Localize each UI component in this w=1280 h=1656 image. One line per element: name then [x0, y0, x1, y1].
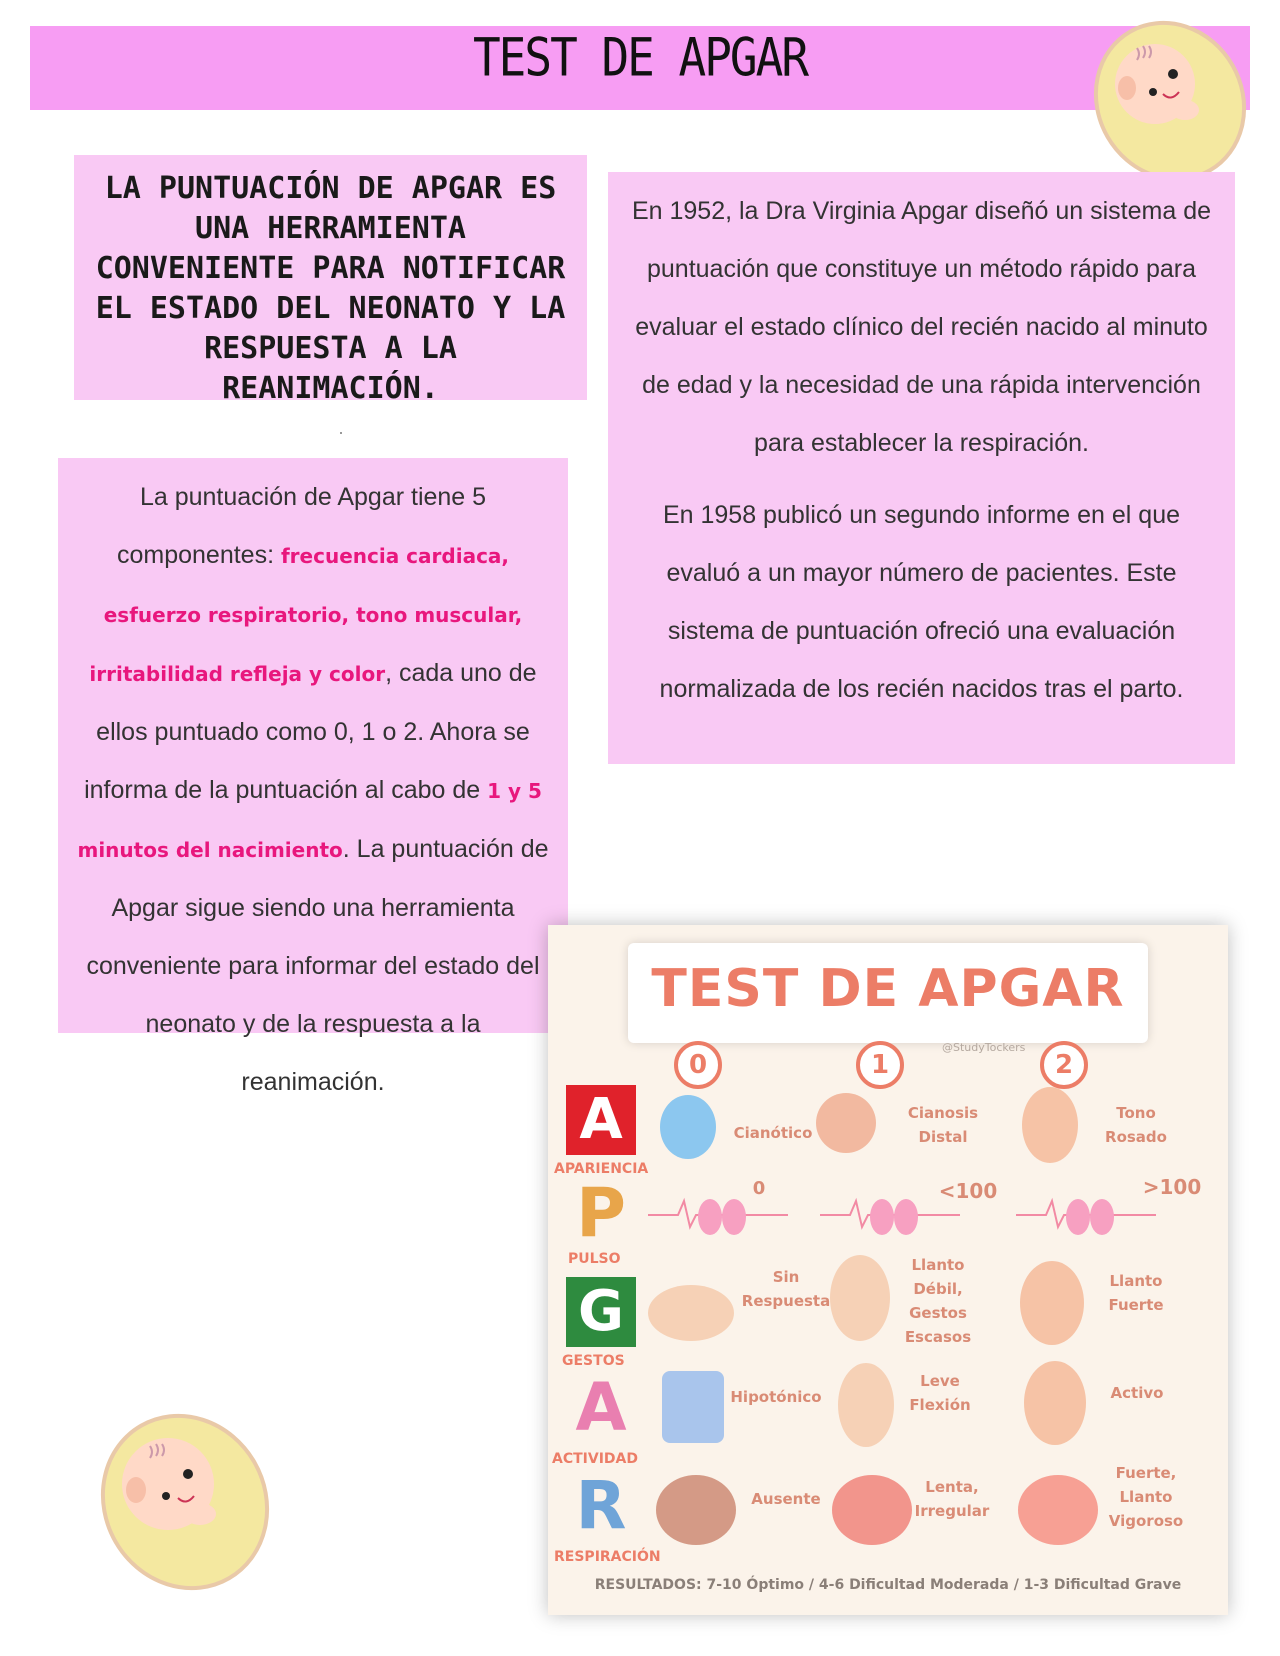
- timing-highlight: 1 y 5 minutos del nacimiento: [77, 779, 542, 862]
- gestos-0: Sin Respuesta: [741, 1268, 831, 1310]
- intro-text: LA PUNTUACIÓN DE APGAR ES UNA HERRAMIENTA CONVENIENTE PARA NOTIFICAR EL ESTADO DEL NEONATO Y LA RESPUESTA A LA REANIMACIÓN.: [95, 171, 566, 406]
- infographic-handle: @StudyTockers: [942, 1041, 1026, 1054]
- pulso-1: <100: [938, 1179, 998, 1203]
- letter-r-respiracion: R: [575, 1467, 627, 1544]
- page-title: TEST DE APGAR: [472, 25, 808, 89]
- baby-pink-icon: [1022, 1087, 1078, 1163]
- label-respiracion: RESPIRACIÓN: [554, 1549, 661, 1565]
- respiracion-2: Fuerte, Llanto Vigoroso: [1108, 1464, 1184, 1530]
- pulse-feet-icon-2: [1016, 1187, 1156, 1243]
- apariencia-2: Tono Rosado: [1105, 1104, 1167, 1146]
- components-lead: La puntuación de Apgar tiene 5 componentes:: [116, 483, 487, 569]
- score-0: 0: [674, 1041, 722, 1089]
- letter-a-apariencia: A: [566, 1085, 636, 1155]
- respiracion-0: Ausente: [751, 1490, 821, 1508]
- actividad-2: Activo: [1110, 1384, 1164, 1402]
- teddy-bear-icon: [660, 1095, 716, 1159]
- baby-crying-icon: [1020, 1261, 1084, 1345]
- components-highlight: frecuencia cardiaca, esfuerzo respiratorio, tono muscular, irritabilidad refleja y color: [89, 544, 523, 686]
- baby-flexion-icon: [838, 1363, 894, 1447]
- apariencia-1: Cianosis Distal: [907, 1104, 979, 1146]
- components-text: [72, 468, 554, 1111]
- lungs-happy-icon: [1018, 1475, 1098, 1545]
- components-box: [58, 458, 568, 1096]
- gestos-1: Llanto Débil, Gestos Escasos: [904, 1256, 972, 1346]
- lungs-sad-icon: [656, 1475, 736, 1545]
- apariencia-0: Cianótico: [733, 1124, 813, 1142]
- gestos-2: Llanto Fuerte: [1108, 1272, 1164, 1314]
- label-pulso: PULSO: [568, 1251, 621, 1267]
- baby-lying-icon: [648, 1285, 734, 1341]
- history-paragraph-2: En 1958 publicó un segundo informe en el que evaluó a un mayor número de pacientes. Este sistema de puntuación ofreció una evaluación normalizada de los recién nacidos tras el parto.: [659, 501, 1184, 703]
- respiracion-1: Lenta, Irregular: [914, 1478, 990, 1520]
- infographic-title: TEST DE APGAR: [651, 959, 1125, 1019]
- letter-p-pulso: P: [576, 1174, 626, 1253]
- hand-foot-icon: [816, 1093, 876, 1153]
- baby-active-icon: [1024, 1361, 1086, 1445]
- letter-g-gestos: G: [566, 1277, 636, 1347]
- history-box: [608, 172, 1235, 764]
- pulso-0: 0: [752, 1178, 766, 1199]
- actividad-0: Hipotónico: [730, 1388, 822, 1406]
- score-2: 2: [1040, 1041, 1088, 1089]
- label-apariencia: APARIENCIA: [554, 1161, 649, 1177]
- label-gestos: GESTOS: [562, 1353, 625, 1369]
- history-paragraph-1: En 1952, la Dra Virginia Apgar diseñó un sistema de puntuación que constituye un método rápido para evaluar el estado clínico del recién nacido al minuto de edad y la necesidad de una rápida intervención para establecer la respiración.: [631, 197, 1212, 457]
- label-actividad: ACTIVIDAD: [552, 1451, 638, 1467]
- baby-egg-icon: [1075, 6, 1255, 184]
- baby-egg-icon-bottom: [80, 1402, 290, 1602]
- divider-dot: [340, 432, 342, 434]
- components-mid: , cada uno de ellos puntuado como 0, 1 o 2. Ahora se informa de la puntuación al cabo de: [84, 659, 537, 804]
- baby-limp-icon: [662, 1371, 724, 1443]
- baby-sitting-icon: [830, 1255, 890, 1341]
- pulso-2: >100: [1142, 1175, 1202, 1199]
- score-1: 1: [856, 1041, 904, 1089]
- lungs-worried-icon: [832, 1475, 912, 1545]
- results-legend: RESULTADOS: 7-10 Óptimo / 4-6 Dificultad Moderada / 1-3 Dificultad Grave: [594, 1577, 1182, 1593]
- actividad-1: Leve Flexión: [909, 1372, 971, 1414]
- letter-a-actividad: A: [575, 1369, 627, 1446]
- apgar-infographic: [548, 925, 1228, 1615]
- intro-box: [74, 155, 587, 406]
- components-end: . La puntuación de Apgar sigue siendo una herramienta conveniente para informar del estado del neonato y de la respuesta a la reanimación.: [86, 835, 549, 1096]
